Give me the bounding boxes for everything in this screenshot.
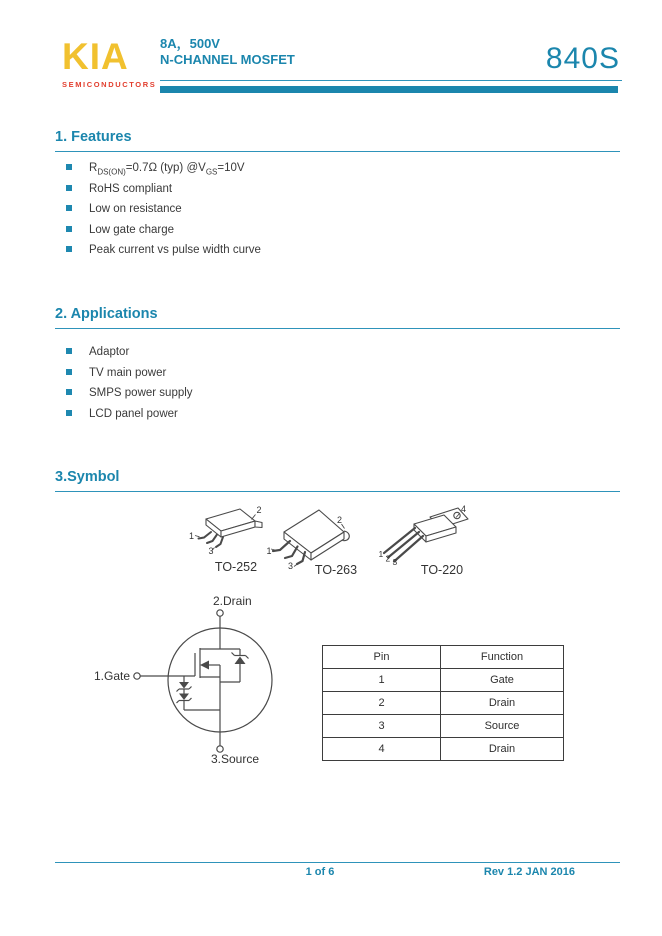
table-header-cell: Pin xyxy=(323,646,441,669)
table-row xyxy=(323,715,564,738)
features-heading: 1. Features xyxy=(55,129,620,152)
feature-text-sub: GS xyxy=(205,167,218,177)
table-cell: 4 xyxy=(323,738,441,761)
bullet-square-icon xyxy=(66,226,72,232)
list-item xyxy=(66,243,261,257)
pin-number-label: 2 xyxy=(256,505,262,515)
pin-number-label: 1 xyxy=(378,549,384,559)
list-item xyxy=(66,182,261,196)
table-cell: 2 xyxy=(323,692,441,715)
to252-body xyxy=(206,509,262,537)
pin-number-label: 3 xyxy=(392,557,398,567)
feature-text: Peak current vs pulse width curve xyxy=(89,244,261,256)
applications-heading: 2. Applications xyxy=(55,306,620,329)
bullet-square-icon xyxy=(66,410,72,416)
pin-number-label: 1 xyxy=(266,546,272,556)
feature-text-sub: DS(ON) xyxy=(97,167,126,177)
table-cell: 3 xyxy=(323,715,441,738)
pin-number-label: 2 xyxy=(337,515,343,525)
list-item xyxy=(66,161,261,175)
kia-logo: KIA xyxy=(62,36,129,77)
list-item xyxy=(66,407,193,421)
package-label: TO-220 xyxy=(420,563,464,577)
pin-number-label: 1 xyxy=(189,531,195,541)
feature-text: RoHS compliant xyxy=(89,182,173,195)
product-subtitle xyxy=(160,36,295,68)
table-row xyxy=(323,692,564,715)
table-cell: Gate xyxy=(441,669,564,692)
logo-subtitle: SEMICONDUCTORS xyxy=(62,80,157,89)
footer-rule xyxy=(55,862,620,863)
bullet-square-icon xyxy=(66,348,72,354)
package-to252-drawing xyxy=(186,502,274,565)
list-item xyxy=(66,366,193,380)
applications-list xyxy=(66,345,193,427)
symbol-heading: 3.Symbol xyxy=(55,469,620,492)
list-item xyxy=(66,202,261,216)
pin-function-table xyxy=(322,645,564,761)
bullet-square-icon xyxy=(66,369,72,375)
list-item xyxy=(66,223,261,237)
pin-number-label: 3 xyxy=(208,546,214,556)
gate-label: 1.Gate xyxy=(94,669,131,683)
list-item xyxy=(66,345,193,359)
application-text: SMPS power supply xyxy=(89,387,193,399)
pin-number-label: 4 xyxy=(461,504,467,514)
table-header-cell: Function xyxy=(441,646,564,669)
list-item xyxy=(66,386,193,400)
feature-text-part: R xyxy=(89,162,98,174)
part-number: 840S xyxy=(545,42,620,75)
table-cell: Drain xyxy=(441,692,564,715)
type-line: N-CHANNEL MOSFET xyxy=(160,52,295,67)
header-rule-thin xyxy=(160,80,622,81)
rating-line: 8A，500V xyxy=(160,36,220,51)
feature-text xyxy=(89,161,245,179)
application-text: Adaptor xyxy=(89,346,130,358)
feature-text-part: =10V xyxy=(217,162,245,174)
mosfet-symbol-arrows xyxy=(179,657,246,701)
application-text: LCD panel power xyxy=(89,407,178,420)
bullet-square-icon xyxy=(66,389,72,395)
table-cell: Source xyxy=(441,715,564,738)
table-row xyxy=(323,669,564,692)
features-list xyxy=(66,161,261,264)
table-cell: Drain xyxy=(441,738,564,761)
feature-text: Low gate charge xyxy=(89,223,175,236)
pin-number-label: 2 xyxy=(385,553,391,564)
table-row xyxy=(323,738,564,761)
bullet-square-icon xyxy=(66,246,72,252)
mosfet-symbol-drawing xyxy=(80,592,360,777)
drain-label: 2.Drain xyxy=(213,594,252,608)
table-header-row xyxy=(323,646,564,669)
package-label: TO-263 xyxy=(314,563,358,577)
bullet-square-icon xyxy=(66,205,72,211)
table-cell: 1 xyxy=(323,669,441,692)
page-number: 1 of 6 xyxy=(305,866,335,878)
pin-number-label: 3 xyxy=(288,561,294,571)
feature-text-part: =0.7Ω (typ) @V xyxy=(125,162,206,174)
bullet-square-icon xyxy=(66,164,72,170)
source-label: 3.Source xyxy=(211,752,260,766)
feature-text: Low on resistance xyxy=(89,203,182,215)
mosfet-symbol-lines xyxy=(134,610,272,752)
bullet-square-icon xyxy=(66,185,72,191)
package-label: TO-252 xyxy=(214,560,258,574)
header-rule-thick xyxy=(160,86,618,93)
revision-label: Rev 1.2 JAN 2016 xyxy=(483,866,575,878)
application-text: TV main power xyxy=(89,366,167,379)
